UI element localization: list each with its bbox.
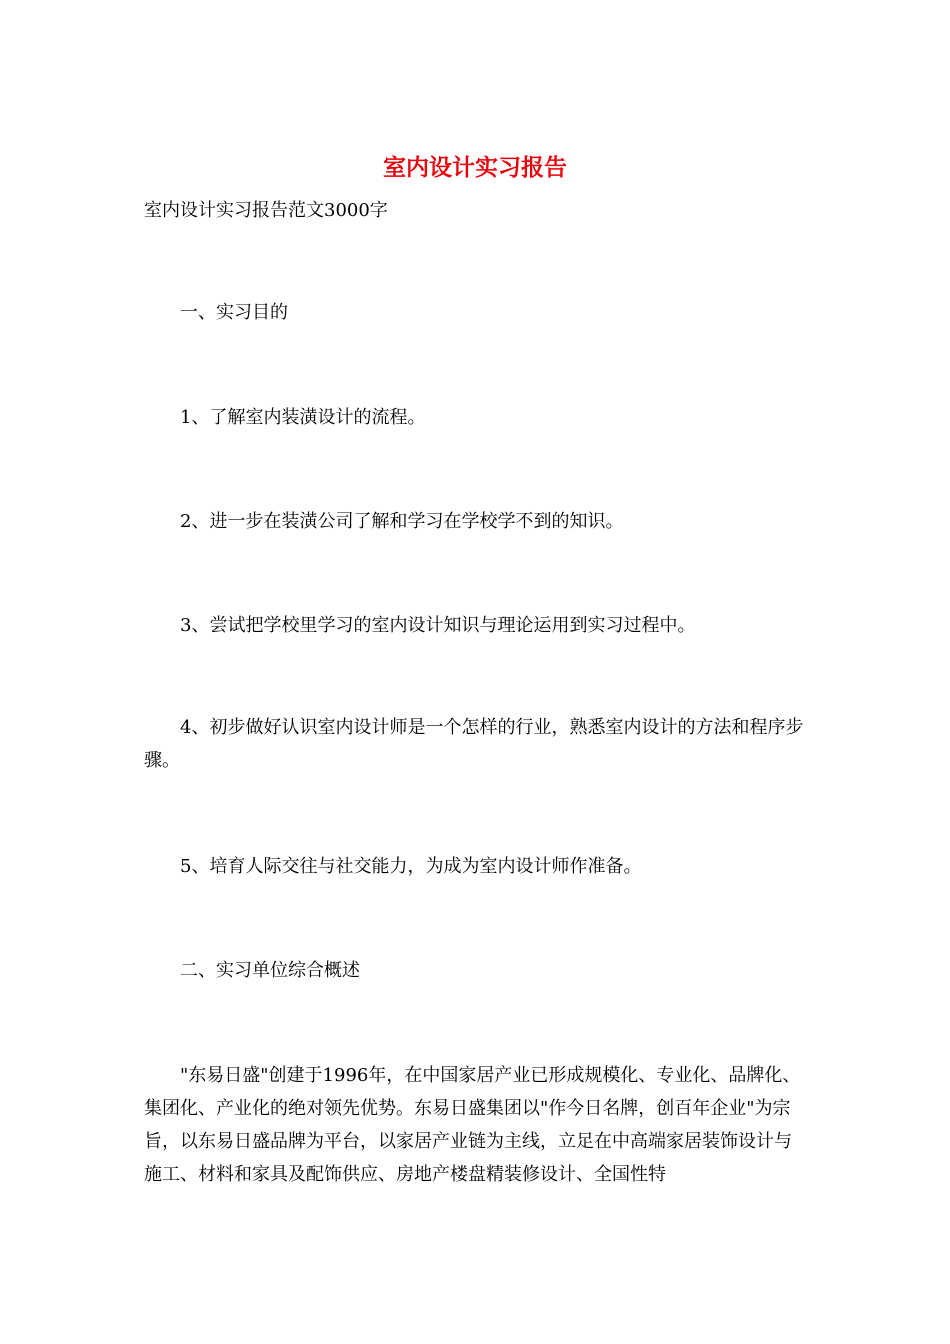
purpose-item-5: 5、培育人际交往与社交能力，为成为室内设计师作准备。 [180, 856, 642, 877]
document-title: 室内设计实习报告 [383, 154, 567, 181]
heading-company-overview: 二、实习单位综合概述 [180, 960, 360, 981]
purpose-item-1: 1、了解室内装潢设计的流程。 [180, 407, 426, 428]
purpose-item-2: 2、进一步在装潢公司了解和学习在学校学不到的知识。 [180, 511, 624, 532]
document-subtitle: 室内设计实习报告范文3000字 [144, 200, 388, 221]
heading-internship-purpose: 一、实习目的 [180, 302, 288, 323]
purpose-item-4: 4、初步做好认识室内设计师是一个怎样的行业，熟悉室内设计的方法和程序步骤。 [144, 717, 804, 771]
company-overview-paragraph: "东易日盛"创建于1996年，在中国家居产业已形成规模化、专业化、品牌化、集团化、产业化的绝对领先优势。东易日盛集团以"作今日名牌，创百年企业"为宗旨，以东易日盛品牌为平台，以家居产业链为主线，立足在中高端家居装饰设计与施工、材料和家具及配饰供应、房地产楼盘精装修设计、全国性特 [144, 1065, 801, 1185]
purpose-item-3: 3、尝试把学校里学习的室内设计知识与理论运用到实习过程中。 [180, 615, 696, 636]
